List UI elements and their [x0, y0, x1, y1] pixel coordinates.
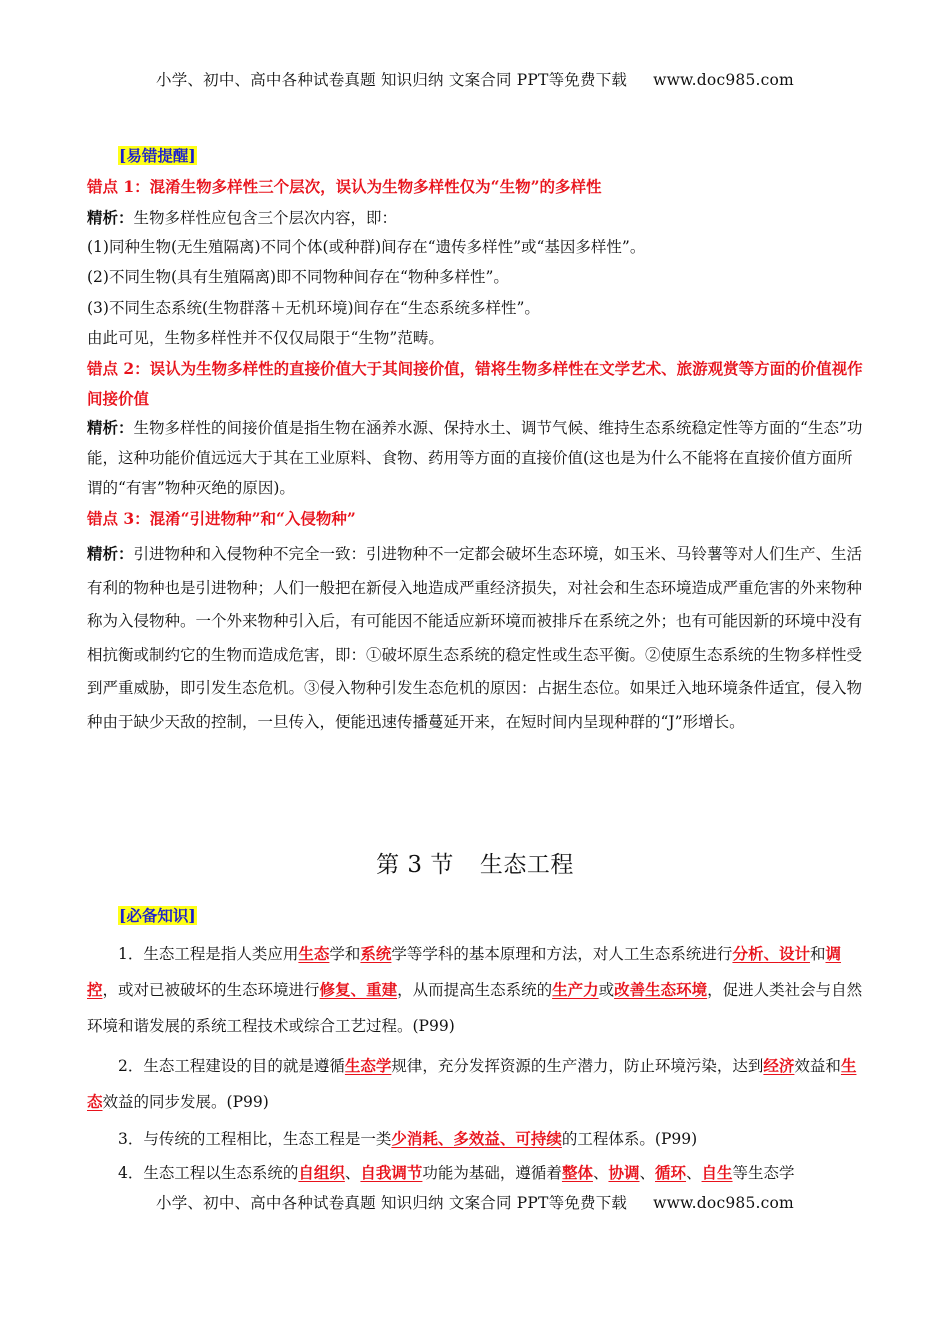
knowledge-item-2: 2．生态工程建设的目的就是遵循生态学规律，充分发挥资源的生产潜力，防止环境污染，达到经济效益和生态效益的同步发展。(P99)	[87, 1056, 857, 1111]
footer-banner	[0, 1191, 950, 1213]
error-point-2-title: 错点 2：误认为生物多样性的直接价值大于其间接价值，错将生物多样性在文学艺术、旅游观赏等方面的价值视作间接价值	[87, 359, 863, 408]
header-banner	[0, 68, 950, 90]
tag-essential-knowledge: [必备知识]	[119, 906, 196, 925]
analysis-1-line-3: (3)不同生态系统(生物群落＋无机环境)间存在“生态系统多样性”。	[87, 299, 540, 317]
knowledge-item-4: 4．生态工程以生态系统的自组织、自我调节功能为基础，遵循着整体、协调、循环、自生等生态学	[118, 1163, 795, 1182]
section-name: 生态工程	[479, 852, 574, 878]
tag-error-reminder: [易错提醒]	[119, 146, 196, 165]
analysis-1-line-4: 由此可见，生物多样性并不仅仅局限于“生物”范畴。	[87, 329, 444, 347]
analysis-label: 精析：	[87, 208, 134, 227]
banner-text: 小学、初中、高中各种试卷真题 知识归纳 文案合同 PPT等免费下载	[156, 1194, 628, 1212]
knowledge-item-3: 3．与传统的工程相比，生态工程是一类少消耗、多效益、可持续的工程体系。(P99)	[118, 1129, 698, 1148]
analysis-label: 精析：	[87, 418, 134, 437]
analysis-3: 精析：引进物种和入侵物种不完全一致：引进物种不一定都会破坏生态环境，如玉米、马铃薯等对人们生产、生活有利的物种也是引进物种；人们一般把在新侵入地造成严重经济损失，对社会和生态环境造成严重危害的外来物种称为入侵物种。一个外来物种引入后，有可能因不能适应新环境而被排斥在系统之外；也有可能因新的环境中没有相抗衡或制约它的生物而造成危害，即：①破坏原生态系统的稳定性或生态平衡。②使原生态系统的生物多样性受到严重威胁，即引发生态危机。③侵入物种引发生态危机的原因：占据生态位。如果迁入地环境条件适宜，侵入物种由于缺少天敌的控制，一旦传入，便能迅速传播蔓延开来，在短时间内呈现种群的“J”形增长。	[87, 544, 863, 731]
section-title	[0, 846, 950, 879]
section-number: 第 3 节	[376, 852, 454, 878]
error-point-1-title: 错点 1：混淆生物多样性三个层次，误认为生物多样性仅为“生物”的多样性	[87, 177, 602, 196]
analysis-2: 精析：生物多样性的间接价值是指生物在涵养水源、保持水土、调节气候、维持生态系统稳定性等方面的“生态”功能，这种功能价值远远大于其在工业原料、食物、药用等方面的直接价值(这也是为什么不能将在直接价值方面所谓的“有害”物种灭绝的原因)。	[87, 418, 863, 497]
banner-text: 小学、初中、高中各种试卷真题 知识归纳 文案合同 PPT等免费下载	[156, 71, 628, 89]
error-point-3-title: 错点 3：混淆“引进物种”和“入侵物种”	[87, 509, 356, 528]
banner-url[interactable]: www.doc985.com	[653, 1194, 794, 1212]
knowledge-item-1: 1．生态工程是指人类应用生态学和系统学等学科的基本原理和方法，对人工生态系统进行分析、设计和调控，或对已被破坏的生态环境进行修复、重建，从而提高生态系统的生产力或改善生态环境，促进人类社会与自然环境和谐发展的系统工程技术或综合工艺过程。(P99)	[87, 944, 863, 1035]
analysis-label: 精析：	[87, 544, 134, 563]
banner-url[interactable]: www.doc985.com	[653, 71, 794, 89]
analysis-1-line-2: (2)不同生物(具有生殖隔离)即不同物种间存在“物种多样性”。	[87, 268, 509, 286]
analysis-1: 精析：生物多样性应包含三个层次内容，即：	[87, 208, 398, 227]
analysis-1-line-1: (1)同种生物(无生殖隔离)不同个体(或种群)间存在“遗传多样性”或“基因多样性”。	[87, 238, 646, 256]
